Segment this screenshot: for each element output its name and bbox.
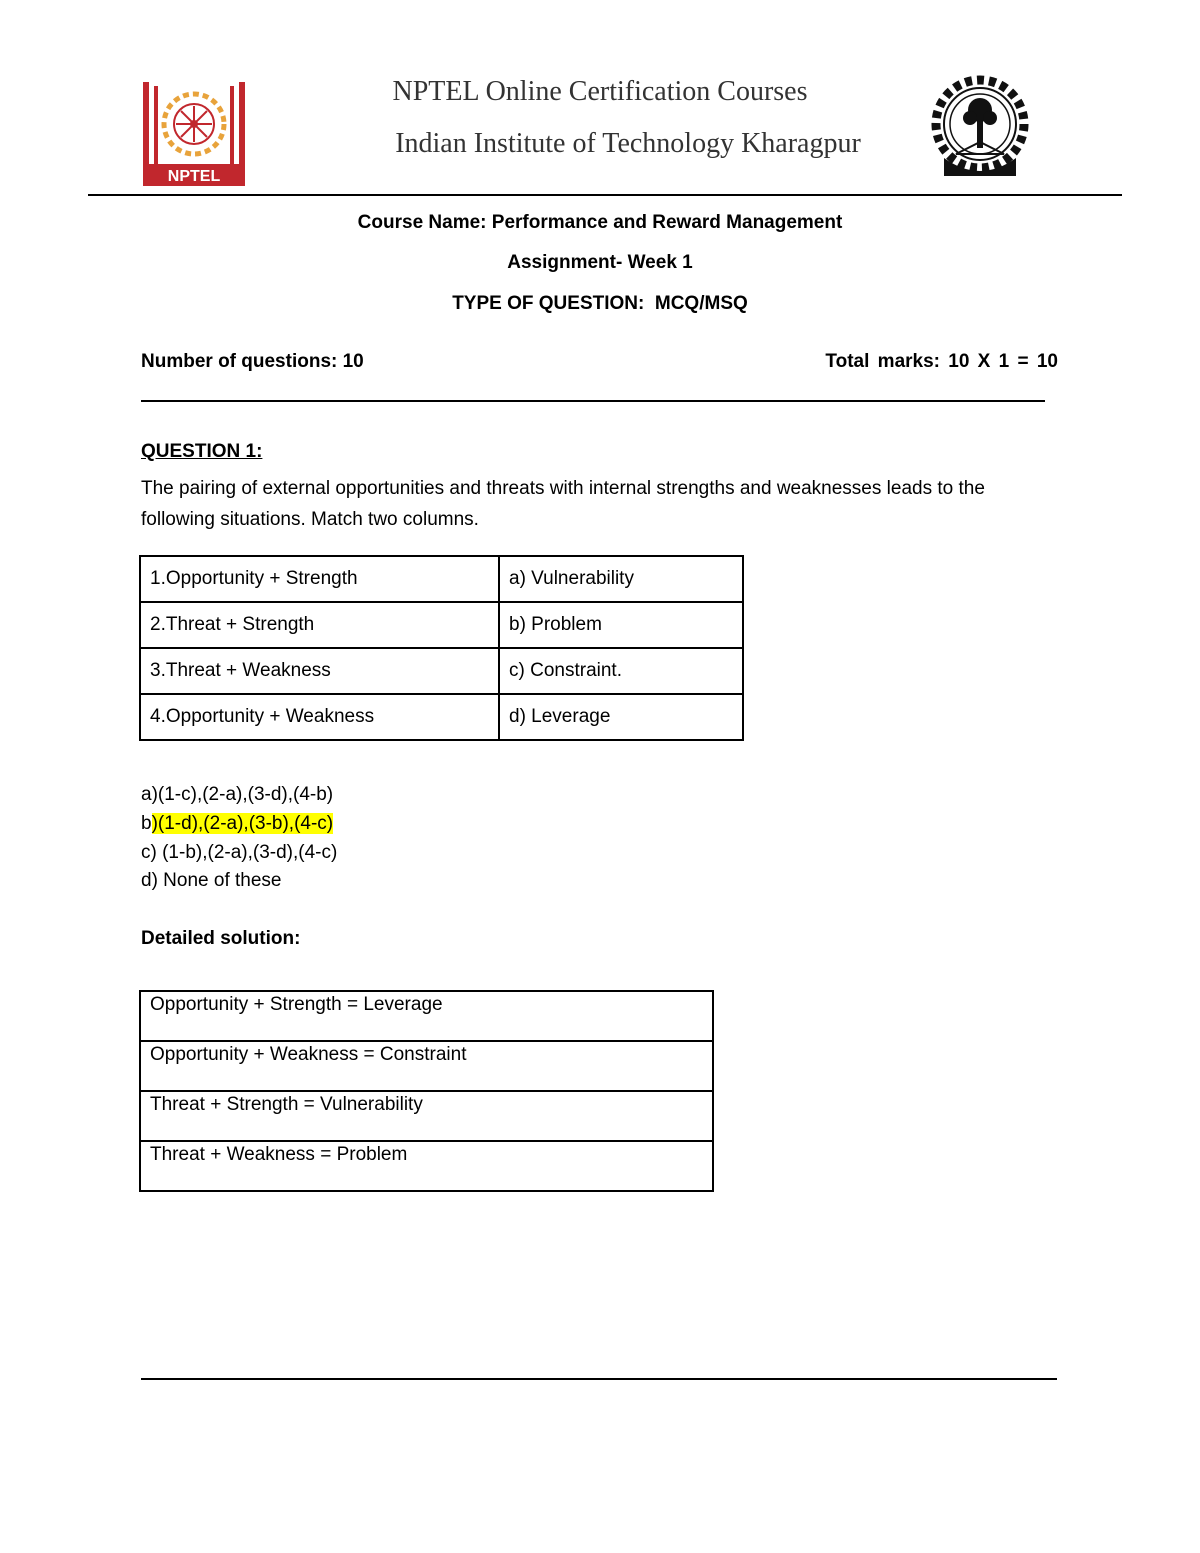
option-b-prefix: b: [141, 813, 152, 834]
option-a: a)(1-c),(2-a),(3-d),(4-b): [141, 784, 334, 805]
option-d: d) None of these: [141, 870, 282, 891]
nptel-logo-graphic: [143, 82, 247, 188]
match-right-cell: a) Vulnerability: [499, 556, 743, 602]
match-left-cell: 1.Opportunity + Strength: [140, 556, 499, 602]
question-type: TYPE OF QUESTION: MCQ/MSQ: [452, 293, 748, 314]
match-left-cell: 2.Threat + Strength: [140, 602, 499, 648]
question-text: The pairing of external opportunities and threats with internal strengths and weaknesses leads to the following situations. Match two columns.: [141, 478, 985, 530]
match-right-cell: c) Constraint.: [499, 648, 743, 694]
solution-cell: Threat + Weakness = Problem: [140, 1141, 713, 1191]
solution-cell: Opportunity + Strength = Leverage: [140, 991, 713, 1041]
option-b: [141, 813, 333, 835]
course-name: Course Name: Performance and Reward Management: [357, 212, 843, 233]
table-row: [140, 556, 743, 602]
table-row: [140, 1041, 713, 1091]
nptel-logo-text: NPTEL: [167, 168, 221, 185]
question-heading: QUESTION 1:: [141, 441, 263, 462]
number-of-questions: Number of questions: 10: [141, 351, 364, 372]
header-divider: [88, 194, 1122, 196]
match-columns-table: [139, 555, 744, 741]
table-row: [140, 1141, 713, 1191]
option-b-highlighted-answer: )(1-d),(2-a),(3-b),(4-c): [151, 813, 334, 834]
table-row: [140, 694, 743, 740]
table-row: [140, 1091, 713, 1141]
match-left-cell: 3.Threat + Weakness: [140, 648, 499, 694]
section-divider: [141, 400, 1045, 402]
header-institute: Indian Institute of Technology Kharagpur: [395, 128, 861, 159]
table-row: [140, 991, 713, 1041]
nptel-logo: [143, 82, 247, 188]
solution-cell: Threat + Strength = Vulnerability: [140, 1091, 713, 1141]
match-right-cell: d) Leverage: [499, 694, 743, 740]
header-title: NPTEL Online Certification Courses: [392, 76, 808, 107]
solution-heading: Detailed solution:: [141, 928, 301, 949]
table-row: [140, 602, 743, 648]
option-c: c) (1-b),(2-a),(3-d),(4-c): [141, 842, 338, 863]
total-marks: Total marks: 10 X 1 = 10: [825, 351, 1058, 372]
match-right-cell: b) Problem: [499, 602, 743, 648]
solution-cell: Opportunity + Weakness = Constraint: [140, 1041, 713, 1091]
assignment-week: Assignment- Week 1: [507, 252, 693, 273]
solution-table: [139, 990, 714, 1192]
footer-divider: [141, 1378, 1057, 1380]
table-row: [140, 648, 743, 694]
match-left-cell: 4.Opportunity + Weakness: [140, 694, 499, 740]
